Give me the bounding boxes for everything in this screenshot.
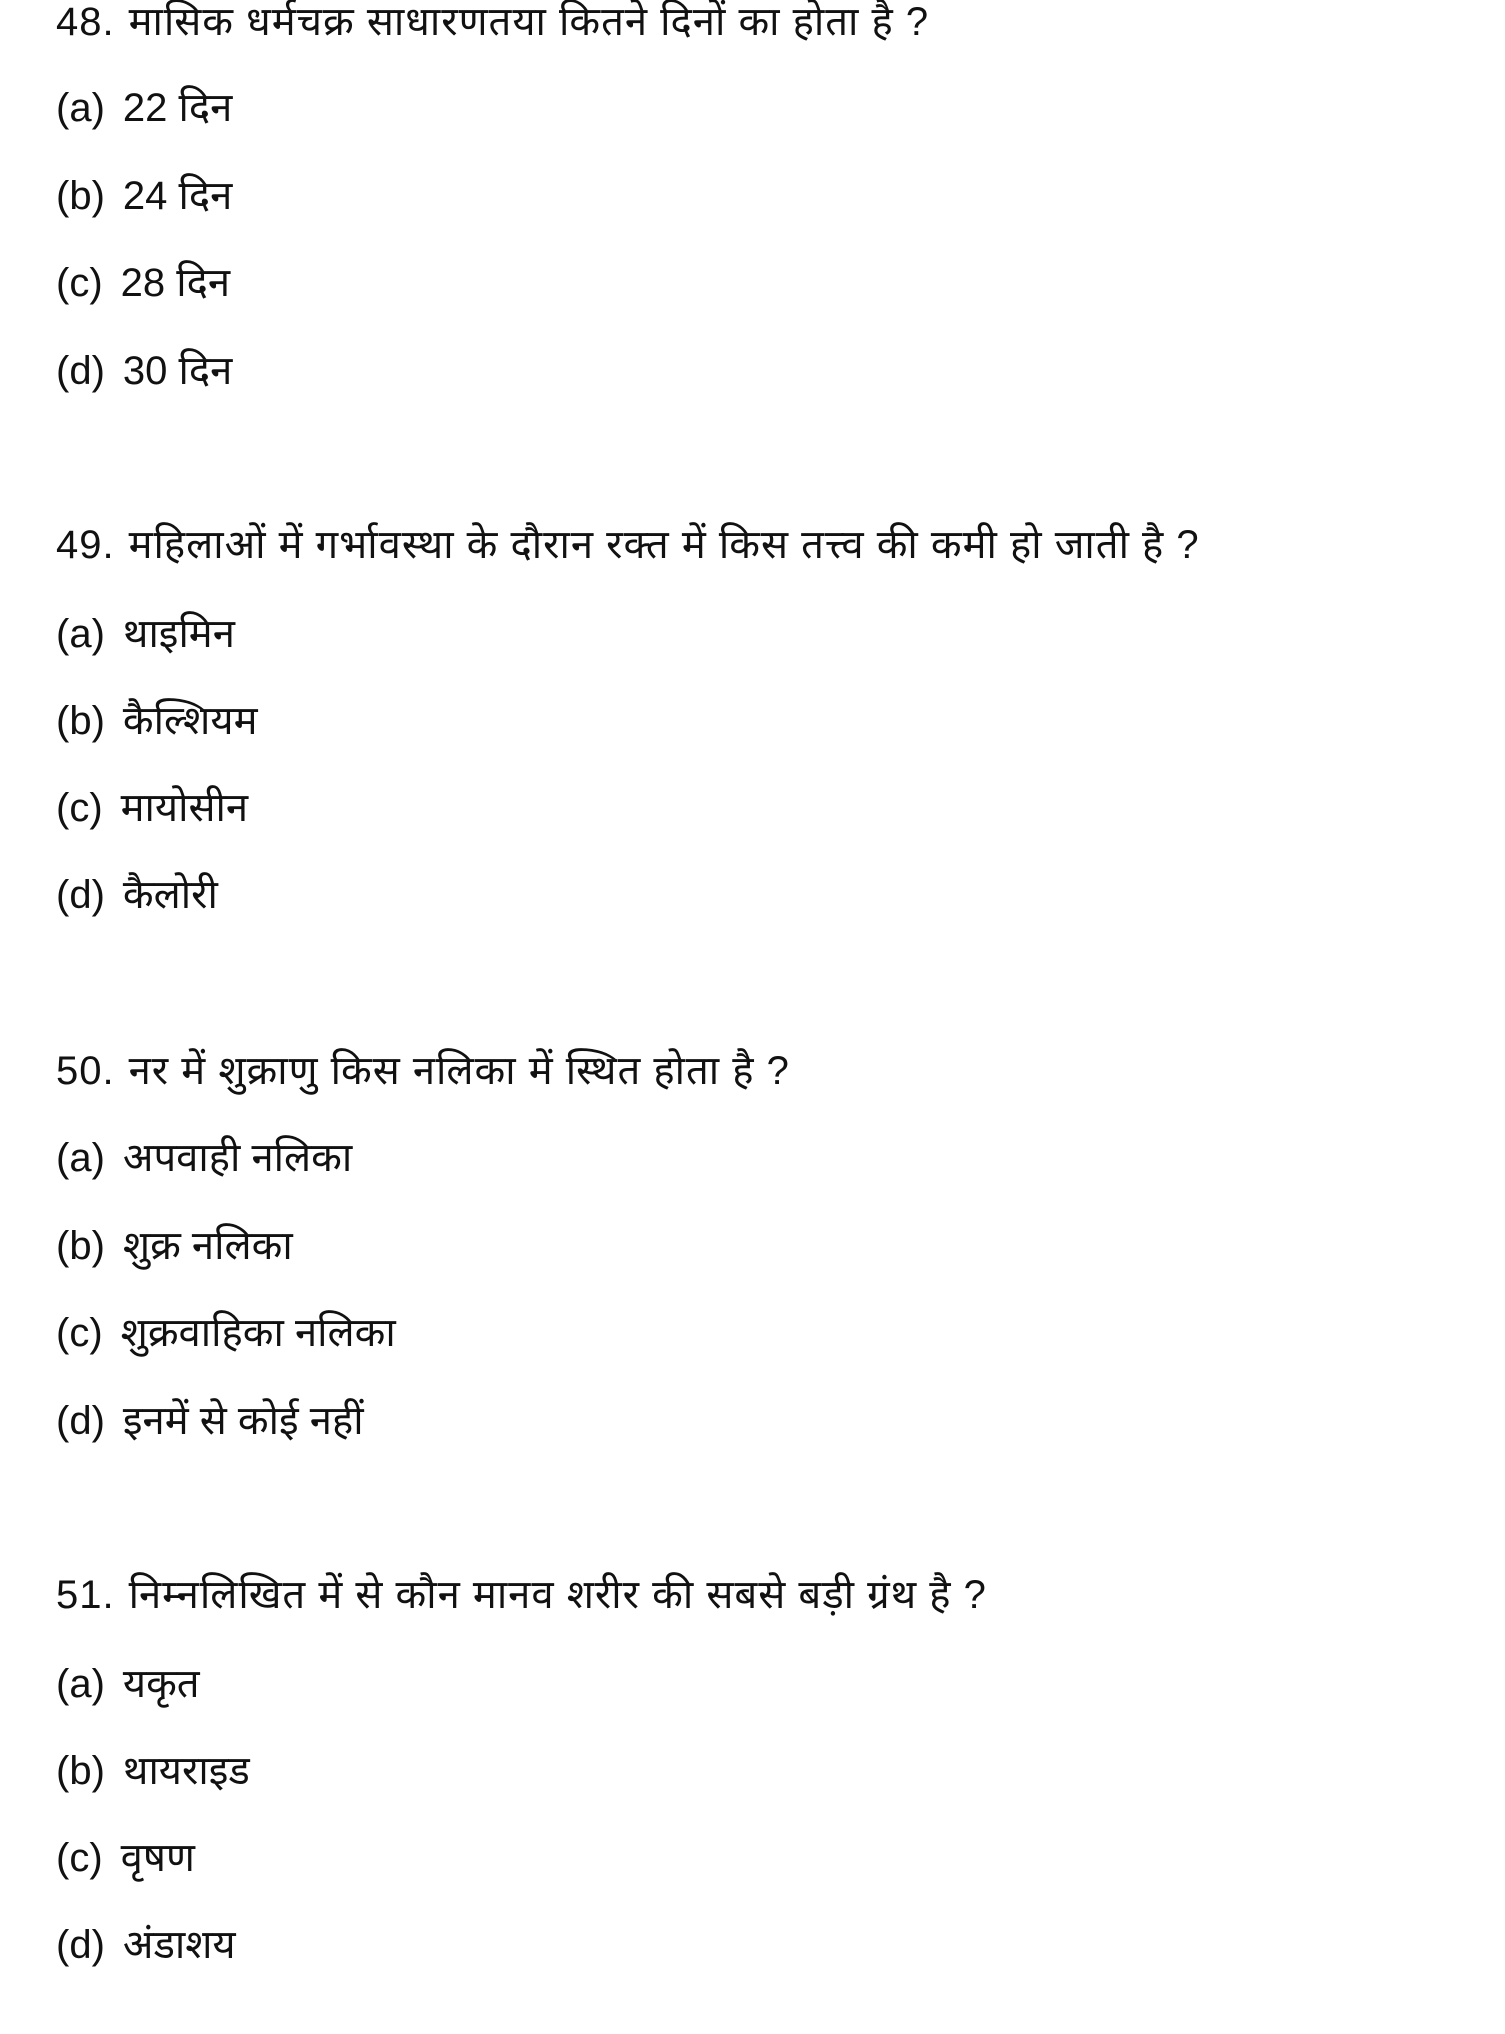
option-label: (b) [56,1749,105,1793]
option-label: (b) [56,1224,105,1268]
option-text: थायराइड [122,1749,250,1793]
question-number: 50. [56,1049,115,1093]
option-label: (a) [56,1136,105,1180]
option-text: अपवाही नलिका [122,1136,353,1180]
option-48-c [56,259,230,307]
option-49-a [56,610,235,658]
option-label: (a) [56,612,105,656]
option-48-b [56,172,232,220]
option-50-c [56,1309,396,1357]
question-number: 49. [56,523,115,567]
option-50-a [56,1134,352,1182]
option-49-d [56,871,218,919]
option-label: (c) [56,786,103,830]
option-label: (d) [56,349,105,393]
option-label: (d) [56,1923,105,1967]
option-label: (a) [56,1662,105,1706]
option-49-c [56,784,248,832]
option-text: थाइमिन [122,612,235,656]
question-51 [56,1571,987,1619]
option-text: 22 दिन [122,86,233,130]
option-51-a [56,1660,200,1708]
question-50 [56,1047,790,1095]
option-51-b [56,1747,250,1795]
question-text: निम्नलिखित में से कौन मानव शरीर की सबसे बड़ी ग्रंथ है ? [128,1573,987,1617]
option-label: (c) [56,261,103,305]
option-label: (b) [56,699,105,743]
question-49 [56,521,1200,569]
option-text: वृषण [120,1836,195,1880]
option-text: कैल्शियम [122,699,258,743]
option-50-b [56,1222,293,1270]
option-51-c [56,1834,195,1882]
option-text: 30 दिन [122,349,233,393]
question-number: 48. [56,0,115,44]
option-text: कैलोरी [122,873,218,917]
option-text: शुक्र नलिका [122,1224,293,1268]
option-text: मायोसीन [120,786,249,830]
option-text: अंडाशय [122,1923,236,1967]
option-label: (c) [56,1836,103,1880]
question-48 [56,0,929,46]
option-text: यकृत [122,1662,200,1706]
option-48-d [56,347,232,395]
question-text: मासिक धर्मचक्र साधारणतया कितने दिनों का होता है ? [128,0,930,44]
question-number: 51. [56,1573,115,1617]
option-text: शुक्रवाहिका नलिका [120,1311,396,1355]
option-label: (d) [56,1399,105,1443]
option-50-d [56,1397,364,1445]
option-label: (b) [56,174,105,218]
option-48-a [56,84,232,132]
option-text: 24 दिन [122,174,233,218]
question-text: महिलाओं में गर्भावस्था के दौरान रक्त में किस तत्त्व की कमी हो जाती है ? [128,523,1200,567]
option-text: इनमें से कोई नहीं [122,1399,364,1443]
option-51-d [56,1921,236,1969]
option-label: (a) [56,86,105,130]
option-label: (c) [56,1311,103,1355]
option-49-b [56,697,258,745]
option-label: (d) [56,873,105,917]
option-text: 28 दिन [120,261,231,305]
question-text: नर में शुक्राणु किस नलिका में स्थित होता है ? [128,1049,790,1093]
